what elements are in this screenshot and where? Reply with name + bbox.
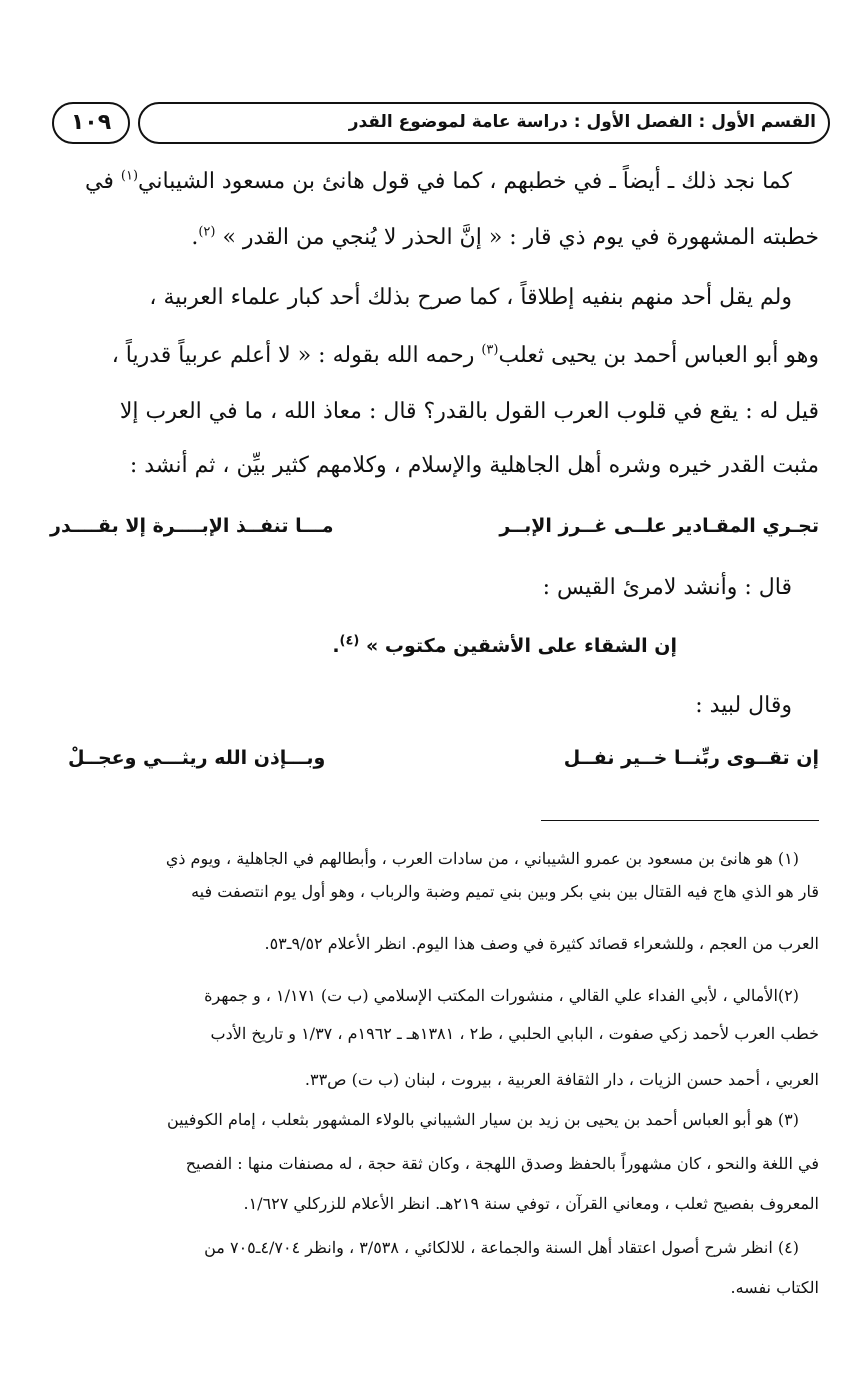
footnote-2-line-1: (٢)الأمالي ، لأبي الفداء علي القالي ، منشورات المكتب الإسلامي (ب ت) ١/١٧١ ، و جمهرة: [204, 986, 799, 1005]
footnote-4-line-1: (٤) انظر شرح أصول اعتقاد أهل السنة والجماعة ، للالكائي ، ٣/٥٣٨ ، وانظر ٤/٧٠٤ـ٧٠٥ من: [204, 1238, 799, 1257]
text-span: إن الشقاء على الأشقين مكتوب »: [366, 635, 677, 657]
page-number: ١٠٩: [52, 102, 130, 144]
text-span: خطبته المشهورة في يوم ذي قار : « إنَّ الحذر لا يُنجي من القدر »: [222, 225, 819, 250]
paragraph-3: قال : وأنشد لامرئ القيس :: [542, 575, 792, 600]
text-span: في: [85, 169, 121, 194]
text-span: وهو أبو العباس أحمد بن يحيى ثعلب: [498, 343, 819, 368]
footnote-4-line-2: الكتاب نفسه.: [730, 1278, 819, 1297]
footnote-ref-4: (٤): [339, 633, 360, 649]
paragraph-1-line-1: [49, 160, 792, 204]
verse-1-first-hemistich: تجـري المقـادير علــى غــرز الإبــر: [499, 515, 819, 537]
footnote-separator: [541, 820, 819, 821]
footnote-1-line-3: العرب من العجم ، وللشعراء قصائد كثيرة في وصف هذا اليوم. انظر الأعلام ٩/٥٢ـ٥٣.: [264, 934, 819, 953]
footnote-3-line-3: المعروف بفصيح ثعلب ، ومعاني القرآن ، توفي سنة ٢١٩هـ. انظر الأعلام للزركلي ١/٦٢٧.: [243, 1194, 819, 1213]
footnote-ref-2: (٢): [198, 224, 216, 240]
verse-2: إن الشقاء على الأشقين مكتوب » $^{(٤)}$.: [332, 633, 677, 657]
running-header: [138, 102, 830, 144]
running-header-title: القسم الأول : الفصل الأول : دراسة عامة لموضوع القدر: [348, 112, 816, 132]
text-span: رحمه الله بقوله : « لا أعلم عربياً قدرياً ،: [111, 343, 482, 368]
paragraph-2-line-4: مثبت القدر خيره وشره أهل الجاهلية والإسلام ، وكلامهم كثير بيِّن ، ثم أنشد :: [129, 453, 819, 478]
footnote-1-line-2: قار هو الذي هاج فيه القتال بين بني بكر وبين بني تميم وضبة والرباب ، وهو أول يوم انتصفت فيه: [191, 882, 819, 901]
footnote-ref-1: (١): [120, 168, 139, 184]
paragraph-2-line-1: ولم يقل أحد منهم بنفيه إطلاقاً ، كما صرح بذلك أحد كبار علماء العربية ،: [149, 285, 792, 310]
text-span: كما نجد ذلك ـ أيضاً ـ في خطبهم ، كما في قول هانئ بن مسعود الشيباني: [138, 169, 792, 194]
verse-3-second-hemistich: وبـــإذن الله ريثـــي وعجــلْ: [68, 747, 326, 769]
footnote-3-line-1: (٣) هو أبو العباس أحمد بن يحيى بن زيد بن سيار الشيباني بالولاء المشهور بثعلب ، إمام الكوفيين: [166, 1110, 799, 1129]
paragraph-4: وقال لبيد :: [695, 693, 792, 718]
paragraph-2-line-3: قيل له : يقع في قلوب العرب القول بالقدر؟ قال : معاذ الله ، ما في العرب إلا: [119, 399, 819, 424]
footnote-2-line-2: خطب العرب لأحمد زكي صفوت ، البابي الحلبي ، ط٢ ، ١٣٨١هـ ـ ١٩٦٢م ، ١/٣٧ و تاريخ الأدب: [210, 1024, 819, 1043]
verse-3-first-hemistich: إن تقــوى ربِّنــا خــير نفــل: [563, 747, 819, 769]
paragraph-2-line-2: [49, 334, 819, 378]
verse-1-second-hemistich: مـــا تنفــذ الإبــــرة إلا بقــــدر: [50, 515, 334, 537]
footnote-3-line-2: في اللغة والنحو ، كان مشهوراً بالحفظ وصدق اللهجة ، وكان ثقة حجة ، له مصنفات منها : الفصيح: [185, 1154, 819, 1173]
footnote-ref-3: (٣): [481, 342, 499, 358]
footnote-2-line-3: العربي ، أحمد حسن الزيات ، دار الثقافة العربية ، بيروت ، لبنان (ب ت) ص٣٣.: [304, 1070, 819, 1089]
footnote-1-line-1: (١) هو هانئ بن مسعود بن عمرو الشيباني ، من سادات العرب ، وأبطالهم في الجاهلية ، ويوم ذي: [165, 849, 799, 868]
paragraph-1-line-2: خطبته المشهورة في يوم ذي قار : « إنَّ الحذر لا يُنجي من القدر » $^{(٢)}$.: [191, 224, 819, 250]
